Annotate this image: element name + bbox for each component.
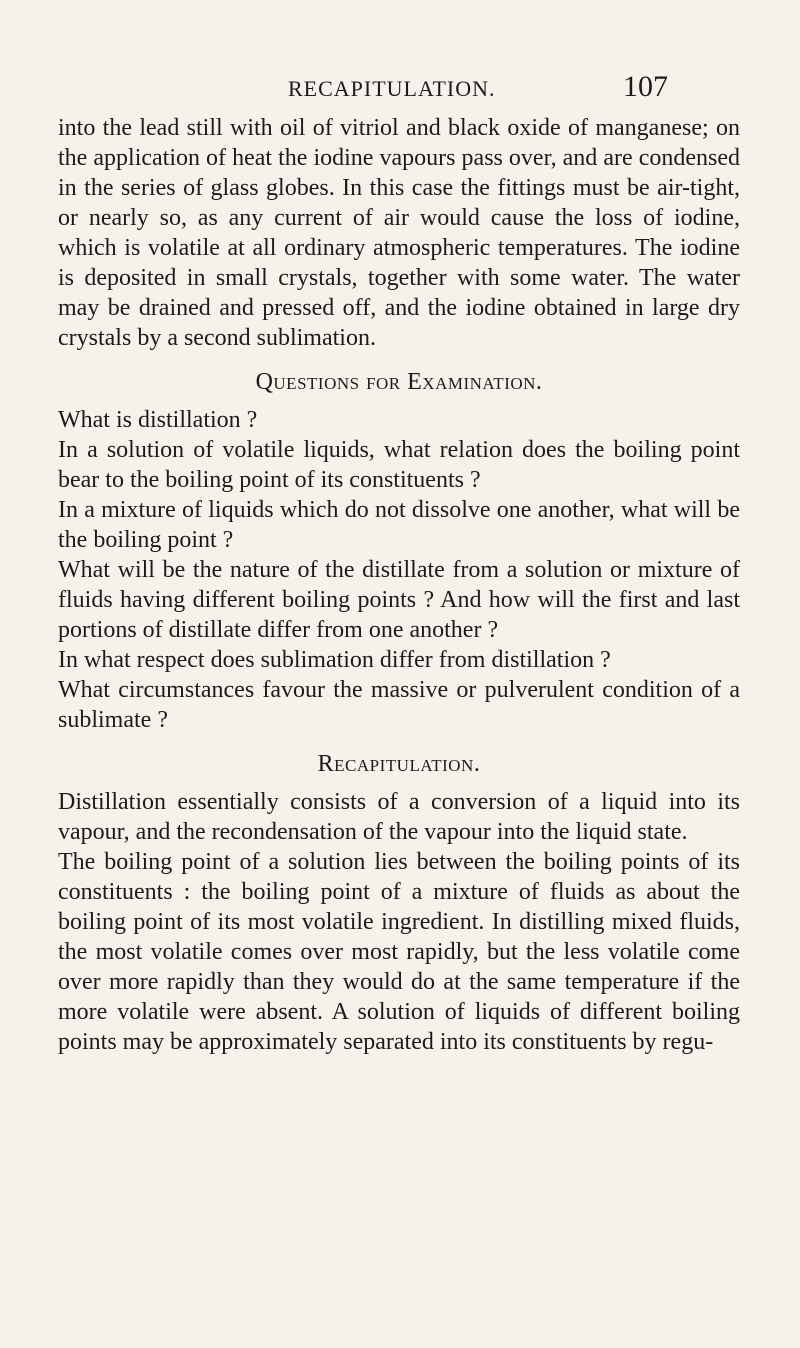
running-head-title: RECAPITULATION. (288, 76, 496, 101)
question-item: What circumstances favour the massive or pulverulent condition of a sublimate ? (58, 677, 740, 733)
page-number: 107 (623, 70, 668, 103)
recapitulation-paragraph: The boiling point of a solution lies between the boiling points of its constituents : the boiling point of a mixture of fluids as about the boiling point of its most volatile ingredient. In distilling mixed fluids, the most volatile comes over most rapidly, but the less volatile come over more rapidly than they would do at the same temperature if the more volatile were absent. A solution of liquids of different boiling points may be approximately separated into its constituents by regu- (58, 849, 740, 1055)
question-item: In a mixture of liquids which do not dissolve one another, what will be the boiling point ? (58, 497, 740, 553)
question-item: In a solution of volatile liquids, what relation does the boiling point bear to the boiling point of its constituents ? (58, 437, 740, 493)
body-text (58, 113, 740, 1057)
recapitulation-paragraph: Distillation essentially consists of a conversion of a liquid into its vapour, and the recondensation of the vapour into the liquid state. (58, 789, 740, 845)
question-item: In what respect does sublimation differ from distillation ? (58, 647, 611, 673)
intro-paragraph: into the lead still with oil of vitriol and black oxide of manganese; on the application of heat the iodine vapours pass over, and are condensed in the series of glass globes. In this case the fittings must be air-tight, or nearly so, as any current of air would cause the loss of iodine, which is volatile at all ordinary atmospheric temperatures. The iodine is deposited in small crystals, together with some water. The water may be drained and pressed off, and the iodine obtained in large dry crystals by a second sublimation. (58, 115, 740, 351)
questions-heading: Questions for Examination. (255, 369, 543, 395)
running-head (288, 70, 668, 108)
recapitulation-heading: Recapitulation. (317, 751, 481, 777)
question-item: What will be the nature of the distillate from a solution or mixture of fluids having different boiling points ? And how will the first and last portions of distillate differ from one another ? (58, 557, 740, 643)
question-item: What is distillation ? (58, 407, 258, 433)
